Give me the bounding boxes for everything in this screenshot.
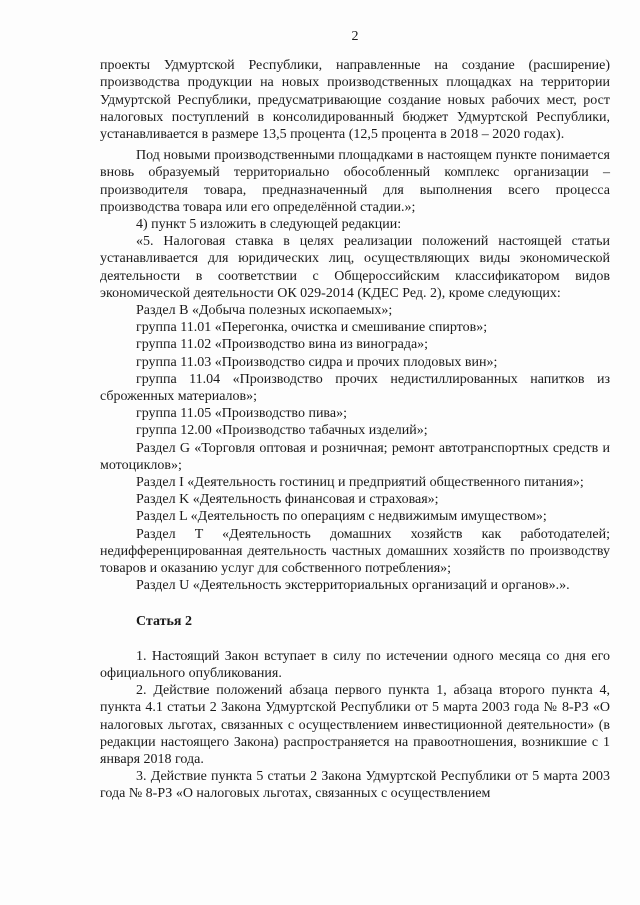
paragraph-tax-rate-clause-5: «5. Налоговая ставка в целях реализации положений настоящей статьи устанавливается для юридических лиц, осуществляющих виды экономической деятельности в соответствии с Общероссийским классификатором видов экономической деятельности ОК 029-2014 (КДЕС Ред. 2), кроме следующих: xyxy=(100,234,610,301)
exception-item: группа 11.04 «Производство прочих недистиллированных напитков из сброженных материалов»; xyxy=(100,371,610,405)
paragraph-amendment-item-4: 4) пункт 5 изложить в следующей редакции: xyxy=(136,217,402,233)
paragraph-continuation: проекты Удмуртской Республики, направленные на создание (расширение) производства продукции на новых производственных площадках на территории Удмуртской Республики, предусматривающие создание новых рабочих мест, рост налоговых поступлений в консолидированный бюджет Удмуртской Республики, устанавливается в размере 13,5 процента (12,5 процента в 2018 – 2020 годах). xyxy=(100,58,610,143)
exception-item: Раздел G «Торговля оптовая и розничная; ремонт автотранспортных средств и мотоциклов»; xyxy=(100,440,610,473)
exception-item: группа 11.01 «Перегонка, очистка и смешивание спиртов»; xyxy=(136,320,488,336)
article-paragraph: 1. Настоящий Закон вступает в силу по истечении одного месяца со дня его официального опубликования. xyxy=(100,648,610,681)
exception-item: группа 11.05 «Производство пива»; xyxy=(136,406,347,422)
article-heading: Статья 2 xyxy=(136,613,192,629)
exception-item: Раздел T «Деятельность домашних хозяйств как работодателей; недифференцированная деятельность частных домашних хозяйств по производству товаров и оказанию услуг для собственного потребления»; xyxy=(100,526,610,577)
exception-item: Раздел B «Добыча полезных ископаемых»; xyxy=(136,303,393,319)
exception-item: Раздел K «Деятельность финансовая и страховая»; xyxy=(136,492,439,508)
exception-item: группа 11.02 «Производство вина из винограда»; xyxy=(136,337,429,353)
exception-item: Раздел L «Деятельность по операциям с недвижимым имуществом»; xyxy=(136,509,547,525)
paragraph-new-sites-definition: Под новыми производственными площадками в настоящем пункте понимается вновь образуемый территориально обособленный комплекс организации – производителя товара, предназначенный для выполнения всего процесса производства товара или его определённой стадии.»; xyxy=(100,148,610,215)
exception-item: Раздел U «Деятельность экстерриториальных организаций и органов».». xyxy=(136,578,570,594)
article-paragraph: 3. Действие пункта 5 статьи 2 Закона Удмуртской Республики от 5 марта 2003 года № 8-РЗ «О налоговых льготах, связанных с осуществлением xyxy=(100,769,610,802)
exception-item: Раздел I «Деятельность гостиниц и предприятий общественного питания»; xyxy=(136,475,584,491)
exception-item: группа 12.00 «Производство табачных изделий»; xyxy=(136,423,428,439)
article-paragraph: 2. Действие положений абзаца первого пункта 1, абзаца второго пункта 4, пункта 4.1 статьи 2 Закона Удмуртской Республики от 5 марта 2003 года № 8-РЗ «О налоговых льготах, связанных с осуществлением инвестиционной деятельности» (в редакции настоящего Закона) распространяется на правоотношения, возникшие с 1 января 2018 года. xyxy=(100,683,610,767)
page-number: 2 xyxy=(351,29,359,44)
exception-item: группа 11.03 «Производство сидра и прочих плодовых вин»; xyxy=(136,354,498,370)
